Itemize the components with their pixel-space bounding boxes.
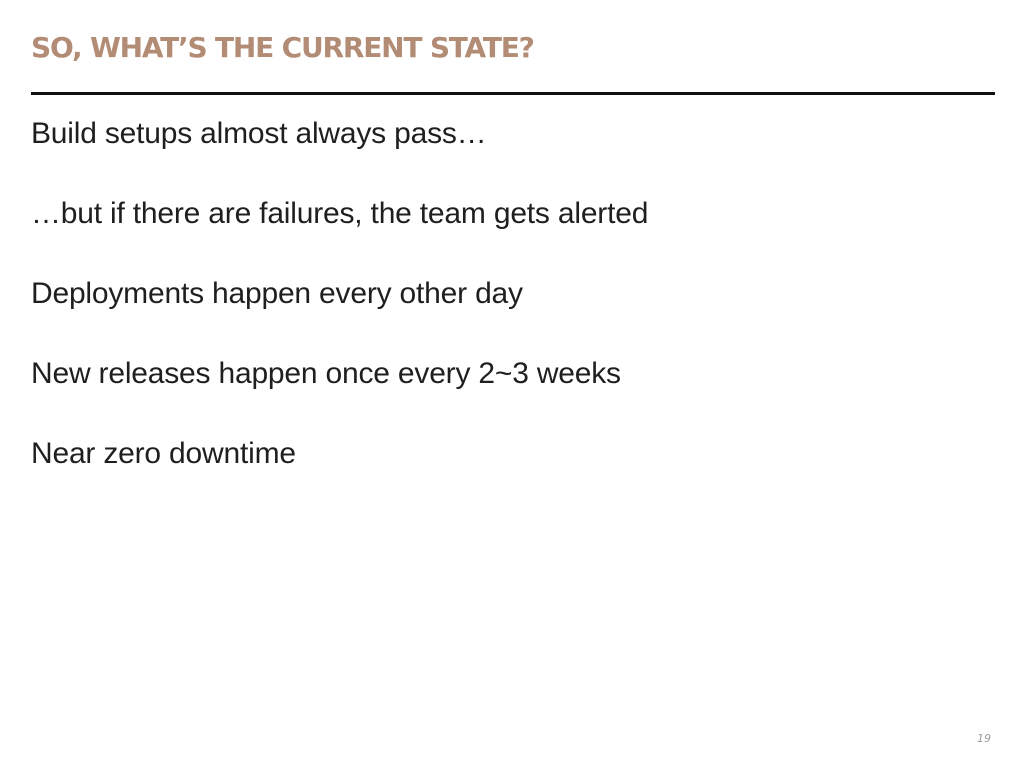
bullet-item: Near zero downtime (31, 437, 296, 470)
bullet-item: Deployments happen every other day (31, 277, 523, 310)
page-number: 19 (977, 732, 991, 745)
bullet-item: Build setups almost always pass… (31, 117, 487, 150)
bullet-item: New releases happen once every 2~3 weeks (31, 357, 621, 390)
slide-title: SO, WHAT’S THE CURRENT STATE? (31, 31, 534, 64)
bullet-item: …but if there are failures, the team gets alerted (31, 197, 649, 230)
title-divider (31, 92, 995, 95)
bullet-list (31, 114, 648, 514)
